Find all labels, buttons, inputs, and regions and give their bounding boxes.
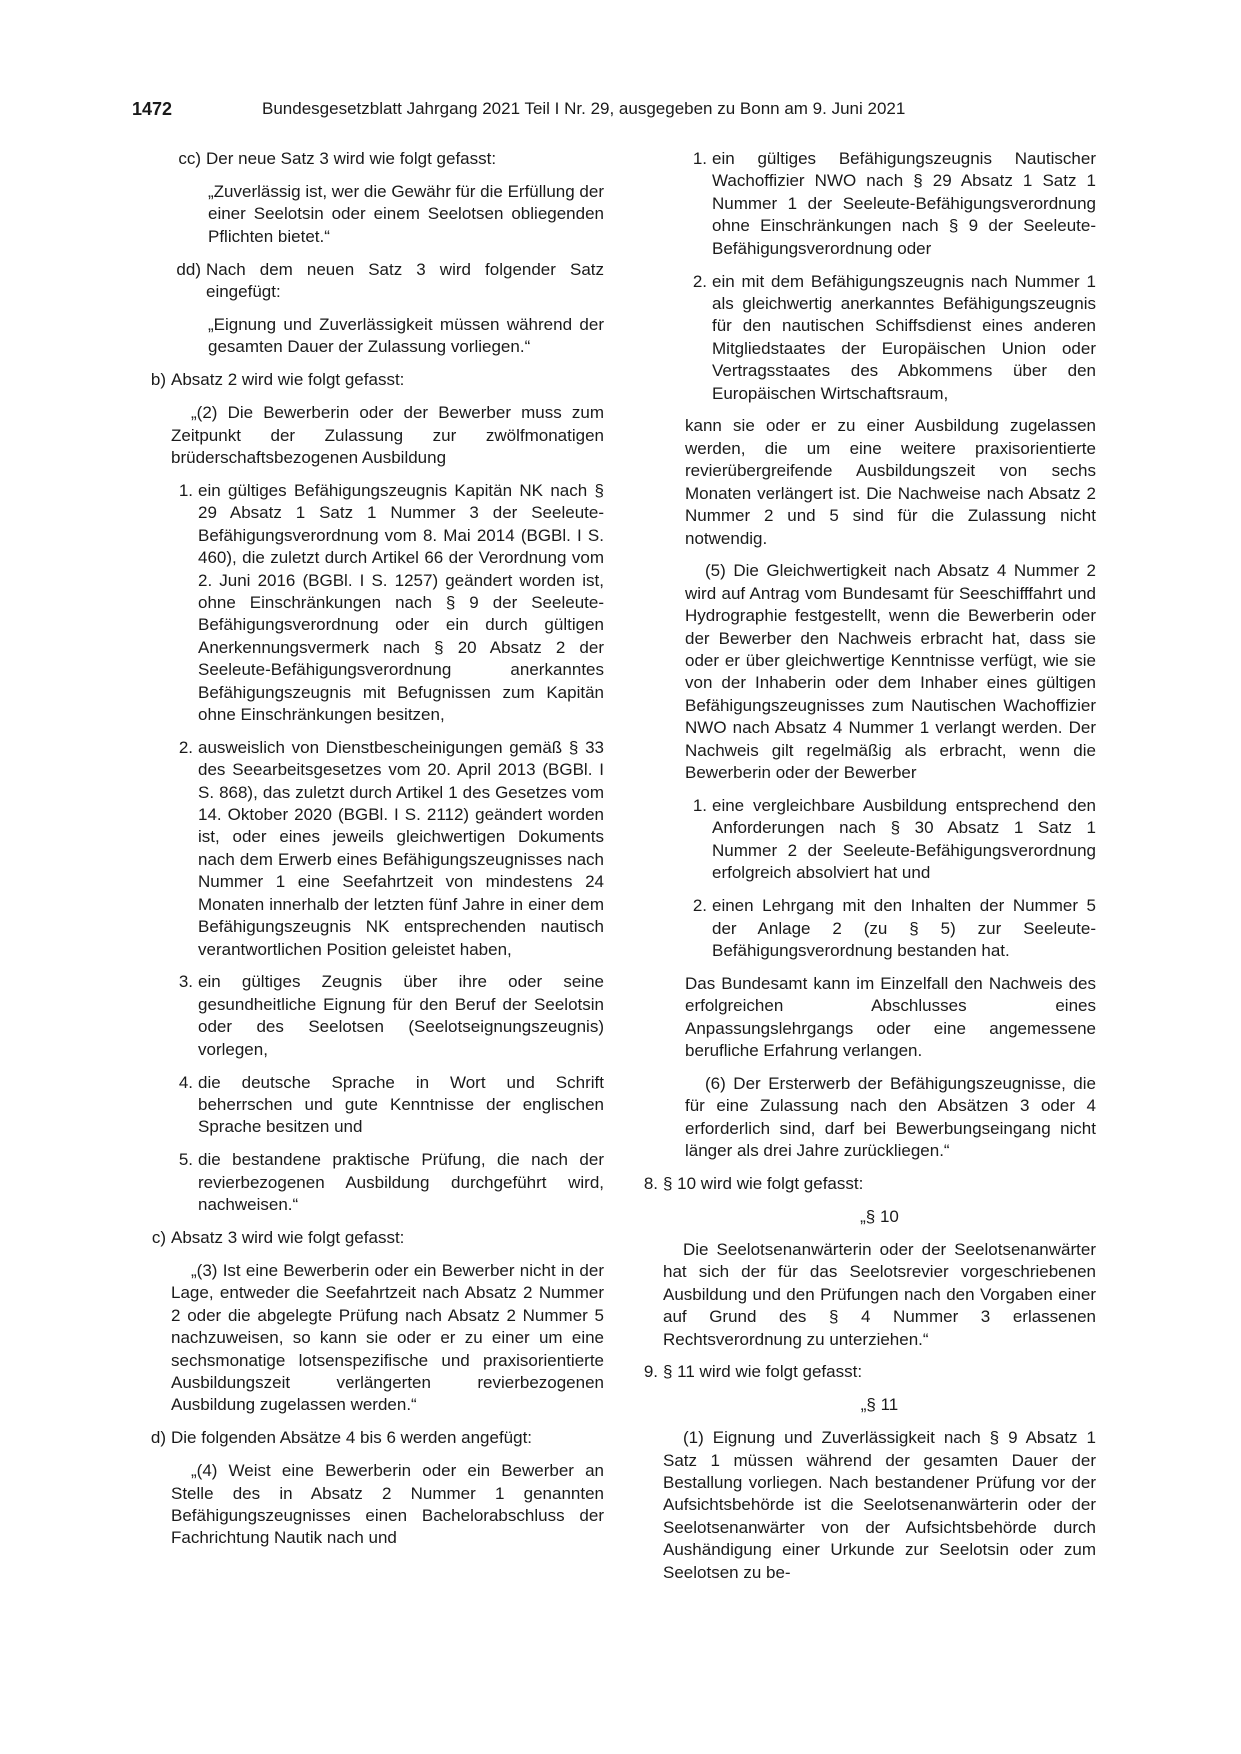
- amendment-text: § 10 wird wie folgt gefasst:: [663, 1174, 864, 1194]
- list-text: einen Lehrgang mit den Inhalten der Nummer 5 der Anlage 2 (zu § 5) zur Seeleute-Befähigungsverordnung bestanden hat.: [712, 896, 1096, 960]
- list-item: [685, 895, 1096, 962]
- amendment-dd: [168, 259, 604, 304]
- section-heading: „§ 10: [860, 1206, 899, 1226]
- gazette-title: Bundesgesetzblatt Jahrgang 2021 Teil I Nr. 29, ausgegeben zu Bonn am 9. Juni 2021: [262, 99, 906, 118]
- amendment-text: § 11 wird wie folgt gefasst:: [663, 1362, 863, 1382]
- amendment-8: [640, 1173, 1096, 1195]
- list-number: 2.: [692, 896, 707, 916]
- amendment-number: 8.: [643, 1174, 658, 1194]
- list-text: ein gültiges Zeugnis über ihre oder seine gesundheitliche Eignung für den Beruf der Seelotsin oder des Seelotsen (Seelotseignungszeugnis) vorlegen,: [198, 972, 604, 1059]
- amendment-9: [640, 1361, 1096, 1383]
- amendment-b: [148, 369, 604, 391]
- amendment-c: [148, 1227, 604, 1249]
- list-text: ein gültiges Befähigungszeugnis Kapitän NK nach § 29 Absatz 1 Satz 1 Nummer 3 der Seeleute-Befähigungsverordnung vom 8. Mai 2014 (BGBl. I S. 460), die zuletzt durch Artikel 66 der Verordnung vom 2. Juni 2016 (BGBl. I S. 1257) geändert worden ist, ohne Einschränkungen nach § 9 der Seeleute-Befähigungsverordnung oder ein durch gültigen Anerkennungsvermerk nach § 20 Absatz 2 der Seeleute-Befähigungsverordnung anerkanntes Befähigungszeugnis mit Befugnissen zum Kapitän ohne Einschränkungen besitzen,: [198, 480, 604, 724]
- list-item: [685, 148, 1096, 260]
- page-header: [132, 99, 1112, 125]
- amendment-cc: [168, 148, 604, 170]
- amendment-label: cc): [178, 149, 201, 168]
- quoted-text: „Eignung und Zuverlässigkeit müssen während der gesamten Dauer der Zulassung vorliegen.“: [208, 314, 604, 357]
- paragraph: (6) Der Ersterwerb der Befähigungszeugnisse, die für eine Zulassung nach den Absätzen 3 oder 4 erforderlich sind, darf bei Bewerbungseingang nicht länger als drei Jahre zurückliegen.“: [685, 1073, 1096, 1161]
- paragraph: Die Seelotsenanwärterin oder der Seelotsenanwärter hat sich der für das Seelotsrevier vorgeschriebenen Ausbildung und den Prüfungen nach den Vorgaben einer auf Grund des § 4 Nummer 3 erlassenen Rechtsverordnung zu unterziehen.“: [663, 1239, 1096, 1349]
- list-number: 1.: [178, 480, 193, 500]
- list-item: [171, 480, 604, 726]
- quoted-text: „(2) Die Bewerberin oder der Bewerber muss zum Zeitpunkt der Zulassung zur zwölfmonatigen brüderschaftsbezogenen Ausbildung: [171, 403, 604, 467]
- quoted-text: „Zuverlässig ist, wer die Gewähr für die Erfüllung der einer Seelotsin oder einem Seelotsen obliegenden Pflichten bietet.“: [208, 181, 604, 246]
- list-item: [171, 737, 604, 961]
- paragraph: Das Bundesamt kann im Einzelfall den Nachweis des erfolgreichen Abschlusses eines Anpassungslehrgangs oder eine angemessene berufliche Erfahrung verlangen.: [685, 973, 1096, 1061]
- list-item: [171, 1072, 604, 1139]
- list-text: ein mit dem Befähigungszeugnis nach Nummer 1 als gleichwertig anerkanntes Befähigungszeugnis für den nautischen Schiffsdienst eines anderen Mitgliedstaates der Europäischen Union oder Vertragsstaates des Abkommens über den Europäischen Wirtschaftsraum,: [712, 271, 1096, 403]
- amendment-label: dd): [176, 259, 201, 279]
- list-number: 1.: [692, 149, 707, 168]
- list-item: [685, 271, 1096, 405]
- amendment-label: c): [151, 1227, 166, 1247]
- amendment-d: [148, 1427, 604, 1449]
- amendment-text: Absatz 2 wird wie folgt gefasst:: [171, 370, 405, 390]
- list-item: [685, 795, 1096, 885]
- list-number: 4.: [178, 1072, 193, 1092]
- amendment-label: b): [150, 370, 166, 390]
- list-text: eine vergleichbare Ausbildung entsprechend den Anforderungen nach § 30 Absatz 1 Satz 1 Nummer 2 der Seeleute-Befähigungsverordnung erfolgreich absolviert hat und: [712, 795, 1096, 883]
- paragraph: (5) Die Gleichwertigkeit nach Absatz 4 Nummer 2 wird auf Antrag vom Bundesamt für Seeschifffahrt und Hydrographie festgestellt, wenn die Bewerberin oder der Bewerber den Nachweis erbracht hat, dass sie oder er über gleichwertige Kenntnisse verfügt, wie sie von der Inhaberin oder dem Inhaber eines gültigen Befähigungszeugnisses zum Nautischen Wachoffizier NWO nach Absatz 4 Nummer 1 verlangt werden. Der Nachweis gilt regelmäßig als erbracht, wenn die Bewerberin oder der Bewerber: [685, 561, 1096, 783]
- left-column: [148, 148, 604, 1560]
- list-text: die bestandene praktische Prüfung, die nach der revierbezogenen Ausbildung durchgeführt wird, nachweisen.“: [198, 1150, 604, 1215]
- amendment-label: d): [150, 1428, 166, 1448]
- section-heading: „§ 11: [860, 1395, 899, 1415]
- list-number: 5.: [178, 1150, 193, 1170]
- quoted-text: „(4) Weist eine Bewerberin oder ein Bewerber an Stelle des in Absatz 2 Nummer 1 genannten Befähigungszeugnisses einen Bachelorabschluss der Fachrichtung Nautik nach und: [171, 1461, 604, 1548]
- amendment-text: Nach dem neuen Satz 3 wird folgender Satz eingefügt:: [206, 259, 604, 302]
- amendment-text: Die folgenden Absätze 4 bis 6 werden angefügt:: [171, 1428, 533, 1448]
- list-text: ausweislich von Dienstbescheinigungen gemäß § 33 des Seearbeitsgesetzes vom 20. April 2013 (BGBl. I S. 868), das zuletzt durch Artikel 1 des Gesetzes vom 14. Oktober 2020 (BGBl. I S. 2112) geändert worden ist, oder eines jeweils gleichwertigen Dokuments nach dem Erwerb eines Befähigungszeugnisses nach Nummer 1 eine Seefahrtzeit von mindestens 24 Monaten innerhalb der letzten fünf Jahre in einer dem Befähigungszeugnis NK entsprechenden nautisch verantwortlichen Position geleistet haben,: [198, 737, 604, 959]
- list-text: die deutsche Sprache in Wort und Schrift beherrschen und gute Kenntnisse der englischen Sprache besitzen und: [198, 1072, 604, 1137]
- list-number: 1.: [692, 795, 707, 815]
- list-item: [171, 1149, 604, 1216]
- list-number: 3.: [178, 972, 193, 992]
- list-number: 2.: [692, 271, 707, 291]
- list-text: ein gültiges Befähigungszeugnis Nautischer Wachoffizier NWO nach § 29 Absatz 1 Satz 1 Nummer 1 der Seeleute-Befähigungsverordnung ohne Einschränkungen nach § 9 der Seeleute-Befähigungsverordnung oder: [712, 149, 1096, 258]
- right-column: [640, 148, 1096, 1595]
- amendment-text: Absatz 3 wird wie folgt gefasst:: [171, 1227, 405, 1247]
- paragraph: kann sie oder er zu einer Ausbildung zugelassen werden, die um eine weitere praxisorientierte revierübergreifende Ausbildungszeit von sechs Monaten verlängert ist. Die Nachweise nach Absatz 2 Nummer 2 und 5 sind für die Zulassung nicht notwendig.: [685, 416, 1096, 548]
- amendment-number: 9.: [643, 1362, 658, 1382]
- amendment-text: Der neue Satz 3 wird wie folgt gefasst:: [206, 149, 497, 168]
- paragraph: (1) Eignung und Zuverlässigkeit nach § 9 Absatz 1 Satz 1 müssen während der gesamten Dauer der Bestallung vorliegen. Nach bestandener Prüfung vor der Aufsichtsbehörde ist die Seelotsenanwärterin oder der Seelotsenanwärter von der Aufsichtsbehörde durch Aushändigung einer Urkunde zur Seelotsin oder zum Seelotsen zu be-: [663, 1428, 1096, 1582]
- list-item: [171, 971, 604, 1061]
- page-number: 1472: [132, 99, 173, 119]
- quoted-text: „(3) Ist eine Bewerberin oder ein Bewerber nicht in der Lage, entweder die Seefahrtzeit nach Absatz 2 Nummer 2 oder die abgelegte Prüfung nach Absatz 2 Nummer 5 nachzuweisen, so kann sie oder er zu einer um eine sechsmonatige lotsenspezifische und praxisorientierte Ausbildungszeit verlängerten revierbezogenen Ausbildung zugelassen werden.“: [171, 1260, 604, 1415]
- list-number: 2.: [178, 737, 193, 757]
